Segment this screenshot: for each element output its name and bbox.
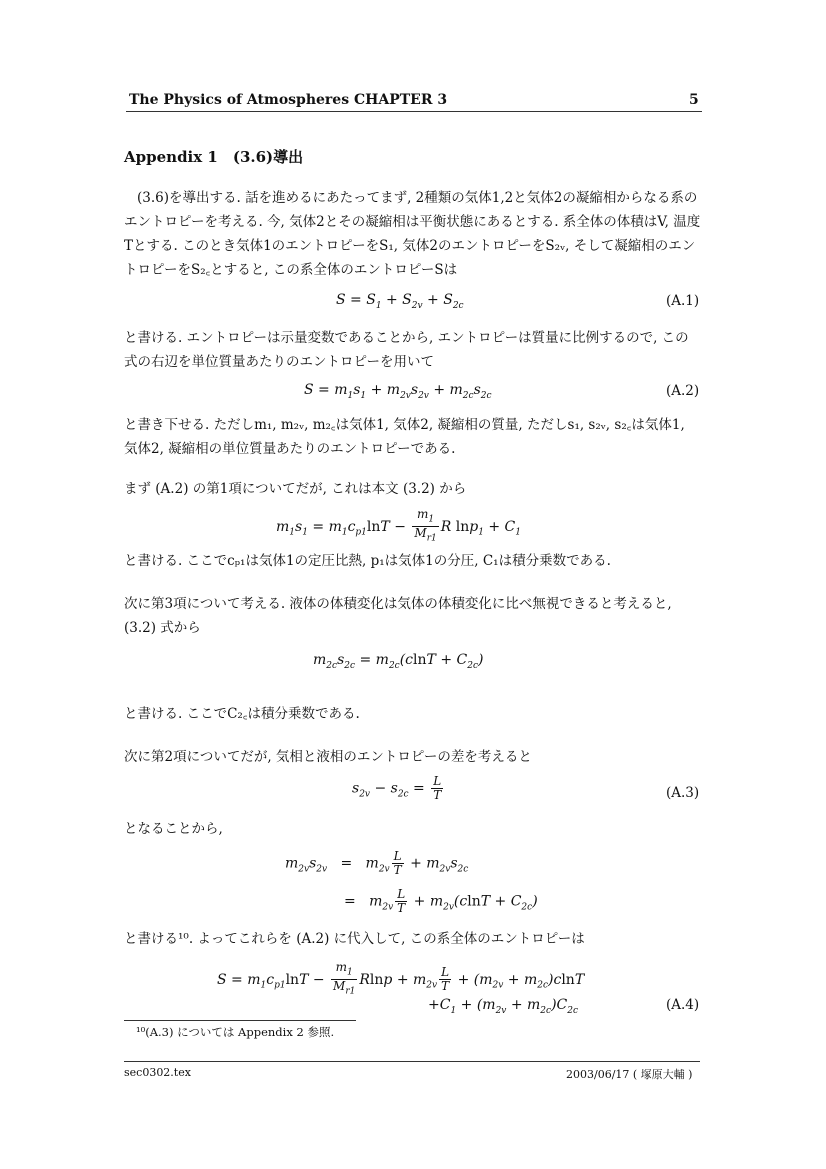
footer-rule (124, 1061, 700, 1062)
paragraph-therefore: となることから, (124, 821, 223, 837)
paragraph-first-term-note: と書ける. ここでcₚ₁は気体1の定圧比熱, p₁は気体1の分圧, C₁は積分乗数である. (124, 553, 611, 569)
equation-number-a2: (A.2) (666, 383, 700, 399)
paragraph-intro: (3.6)を導出する. 話を進めるにあたってまず, 2種類の気体1,2と気体2の凝縮相からなる系のエントロピーを考える. 今, 気体2とその凝縮相は平衡状態にあるとする. 系全体の体積はV, 温度Tとする. このとき気体1のエントロピーをS₁, 気体2のエントロピーをS₂ᵥ, そして凝縮相のエントロピーをS₂꜀とすると, この系全体のエントロピーSは (124, 190, 701, 278)
running-header-title: The Physics of Atmospheres CHAPTER 3 (129, 92, 448, 108)
equation-number-a4: (A.4) (666, 997, 700, 1013)
footer-date-author: 2003/06/17 ( 塚原大輔 ) (566, 1068, 693, 1081)
equation-a4-line1: $S = m_1c_{p1}\ln T$ − $\frac{m_1}{M_{r1}}$ $Rlnp + m_{2v}$ $\frac{L}{T}$ + $(m_{2v} + m_{2c})clnT$ (217, 960, 585, 997)
equation-second-term-line1: $m_{2v}s_{2v} = m_{2v}$ $\frac{L}{T}$ + $m_{2v}s_{2c}$ (285, 849, 469, 877)
paragraph-third-term: 次に第3項について考える. 液体の体積変化は気体の体積変化に比べ無視できると考えると, (3.2) 式から (124, 596, 672, 636)
header-rule (126, 111, 702, 112)
equation-a2: $S = m_1s_1 + m_{2v}s_{2v} + m_{2c}s_{2c}$ (304, 382, 492, 401)
footnote-rule (124, 1020, 356, 1021)
paragraph-definitions: と書き下せる. ただしm₁, m₂ᵥ, m₂꜀は気体1, 気体2, 凝縮相の質量, ただしs₁, s₂ᵥ, s₂꜀は気体1, 気体2, 凝縮相の単位質量あたりのエントロピーである. (124, 417, 685, 457)
equation-number-a3: (A.3) (666, 785, 700, 801)
equation-first-term: $m_1s_1 = m_1c_{p1}\ln T$ − $\frac{m_1}{M_{r1}}$ R $\ln p_1 + C_1$ (276, 507, 521, 544)
footer-filename: sec0302.tex (124, 1066, 191, 1079)
section-title: Appendix 1 (3.6)導出 (124, 148, 304, 166)
paragraph-first-term: まず (A.2) の第1項についてだが, これは本文 (3.2) から (124, 481, 467, 497)
equation-a3: $s_{2v} - s_{2c}$ = $\frac{L}{T}$ (352, 774, 442, 802)
footnote: ¹⁰(A.3) については Appendix 2 参照. (136, 1025, 335, 1039)
paragraph-second-term: 次に第2項についてだが, 気相と液相のエントロピーの差を考えると (124, 749, 532, 765)
equation-third-term: $m_{2c}s_{2c} = m_{2c}(clnT + C_{2c})$ (313, 652, 484, 671)
paragraph-substitute: と書ける¹⁰. よってこれらを (A.2) に代入して, この系全体のエントロピーは (124, 931, 585, 947)
page-number: 5 (689, 92, 699, 108)
equation-a4-line2: $+C_1 + (m_{2v} + m_{2c})C_{2c}$ (428, 997, 579, 1016)
equation-a1: $S = S_1 + S_{2v} + S_{2c}$ (336, 292, 464, 311)
equation-number-a1: (A.1) (666, 293, 700, 309)
paragraph-third-term-note: と書ける. ここでC₂꜀は積分乗数である. (124, 706, 360, 722)
paragraph-extensive: と書ける. エントロピーは示量変数であることから, エントロピーは質量に比例するので, この式の右辺を単位質量あたりのエントロピーを用いて (124, 330, 689, 370)
equation-second-term-line2: = $m_{2v}$ $\frac{L}{T}$ + $m_{2v}(clnT + C_{2c})$ (344, 887, 538, 915)
